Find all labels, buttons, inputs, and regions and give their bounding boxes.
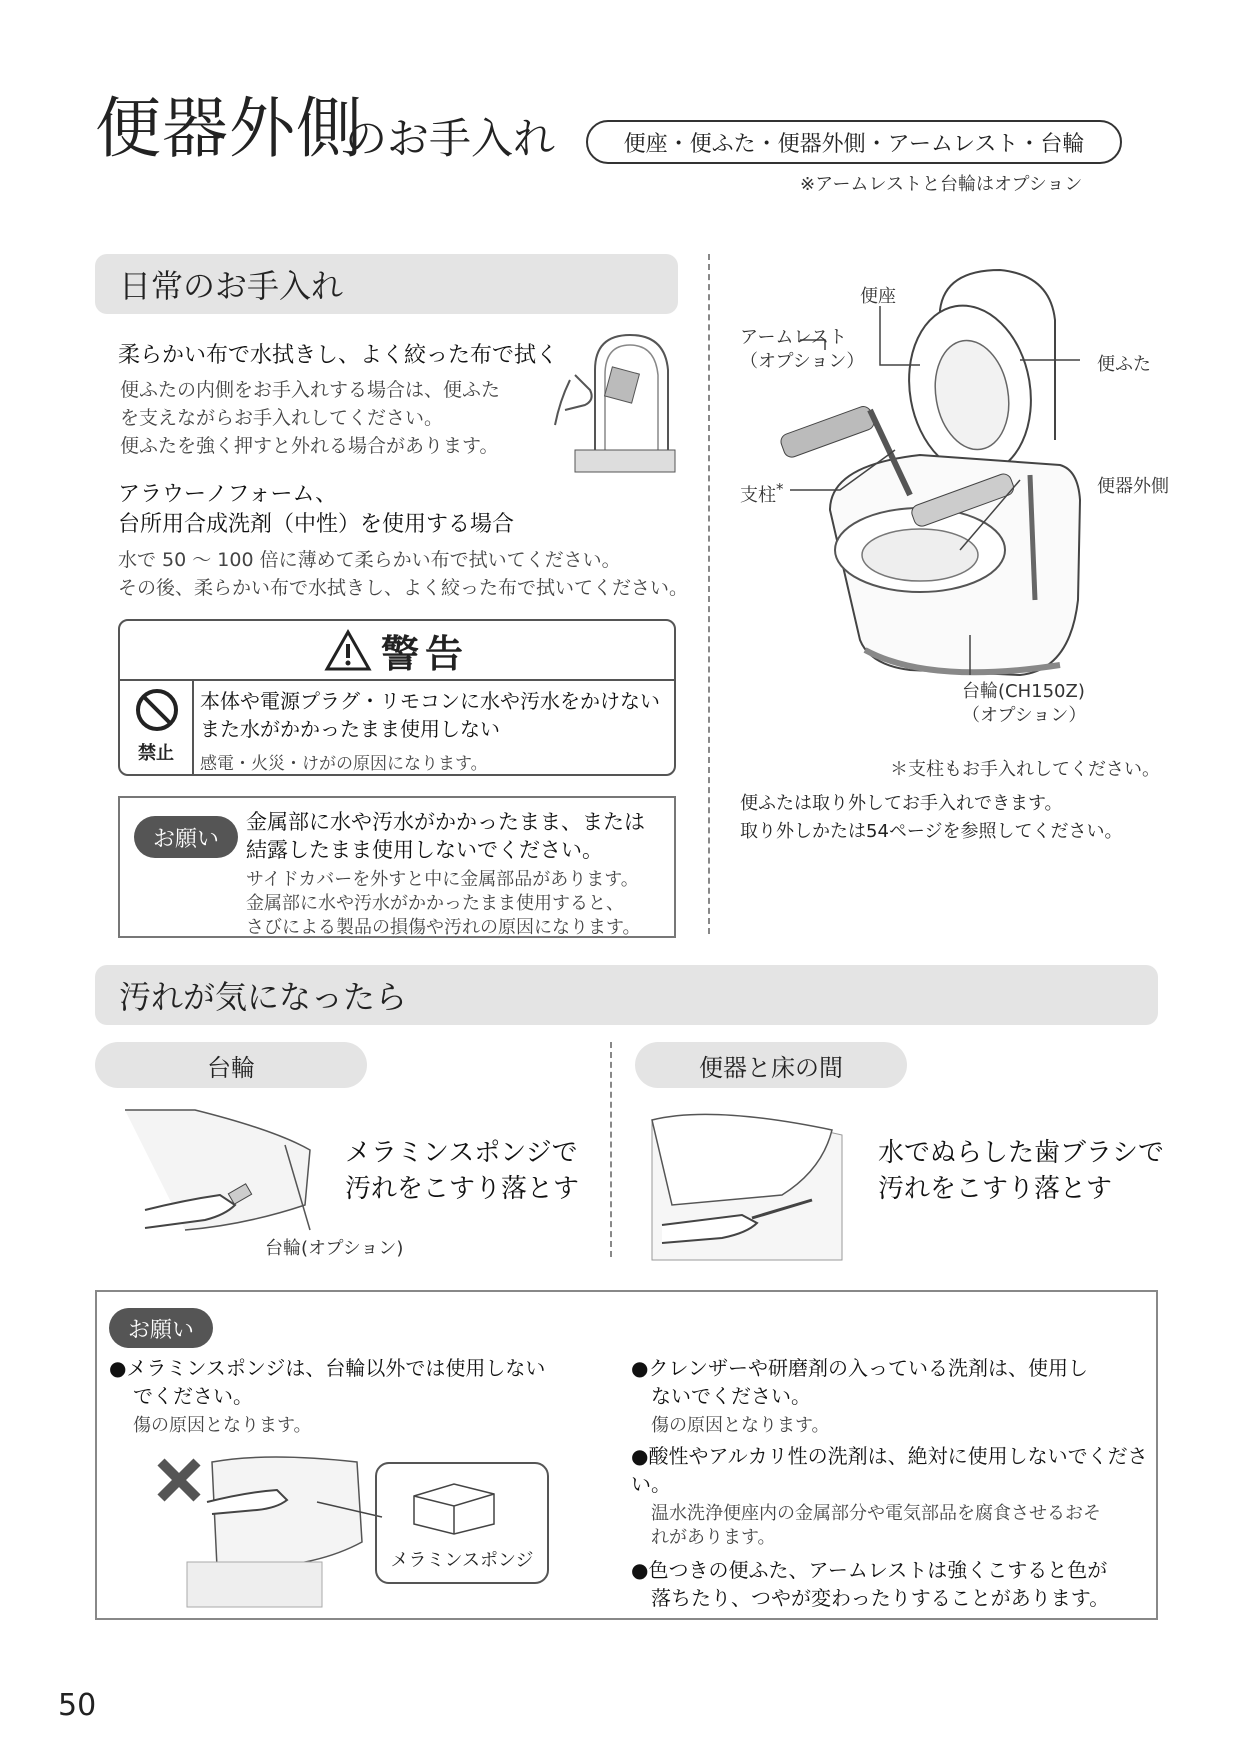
base-cleaning-illustration xyxy=(125,1110,305,1250)
request-sub: サイドカバーを外すと中に金属部品があります。 金属部に水や汚水がかかったまま使用すると、 さびによる製品の損傷や汚れの原因になります。 xyxy=(246,869,641,938)
label-lid: 便ふた xyxy=(1097,354,1151,375)
base-instruction: メラミンスポンジで 汚れをこすり落とす xyxy=(345,1138,580,1204)
request-badge-2: お願い xyxy=(109,1308,213,1348)
floor-instruction: 水でぬらした歯ブラシで 汚れをこすり落とす xyxy=(878,1138,1165,1204)
post-note: ＊支柱もお手入れしてください。 xyxy=(890,759,1160,780)
floor-cleaning-illustration xyxy=(652,1110,842,1260)
caution-melamine: ●メラミンスポンジは、台輪以外では使用しない でください。 xyxy=(109,1356,546,1408)
detergent-title: アラウーノフォーム、 台所用合成洗剤（中性）を使用する場合 xyxy=(118,482,515,537)
label-post: 支柱* xyxy=(740,480,784,506)
page-number: 50 xyxy=(58,1688,97,1723)
parts-pill: 便座・便ふた・便器外側・アームレスト・台輪 xyxy=(586,120,1122,164)
warning-sub: 感電・火災・けがの原因になります。 xyxy=(200,754,488,774)
prohibit-label: 禁止 xyxy=(138,743,174,764)
sponge-label: メラミンスポンジ xyxy=(390,1550,534,1571)
page-title: 便器外側 xyxy=(95,90,363,167)
warning-triangle-icon xyxy=(325,629,371,671)
label-outer: 便器外側 xyxy=(1097,476,1169,497)
lid-wipe-illustration xyxy=(550,330,680,480)
caution-color: ●色つきの便ふた、アームレストは強くこすると色が 落ちたり、つやが変わったりすることがあります。 xyxy=(631,1558,1110,1610)
column-divider xyxy=(708,254,710,934)
sponge-icon xyxy=(409,1476,509,1536)
request-box-metal xyxy=(118,796,676,938)
base-label: 台輪(オプション) xyxy=(265,1238,404,1259)
warning-box xyxy=(118,619,676,776)
dirty-divider xyxy=(610,1042,612,1257)
option-note: ※アームレストと台輪はオプション xyxy=(800,174,1083,195)
request-main: 金属部に水や汚水がかかったまま、または 結露したまま使用しないでください。 xyxy=(246,810,645,862)
pill-floor: 便器と床の間 xyxy=(635,1042,907,1088)
request-badge: お願い xyxy=(134,816,238,858)
caution-acid: ●酸性やアルカリ性の洗剤は、絶対に使用しないでください。 xyxy=(631,1444,1148,1496)
prohibit-cell xyxy=(120,679,194,774)
sponge-callout xyxy=(375,1462,549,1584)
cross-icon xyxy=(161,1462,197,1498)
section-heading-daily: 日常のお手入れ xyxy=(95,254,678,314)
caution-acid-sub: 温水洗浄便座内の金属部分や電気部品を腐食させるおそ れがあります。 xyxy=(651,1503,1101,1548)
warning-header xyxy=(120,621,674,681)
label-base: 台輪(CH150Z) （オプション） xyxy=(962,681,1087,726)
warning-main: 本体や電源プラグ・リモコンに水や汚水をかけない また水がかかったまま使用しない xyxy=(200,689,660,741)
prohibit-icon xyxy=(134,687,180,733)
caution-melamine-sub: 傷の原因となります。 xyxy=(133,1415,312,1436)
wipe-body: 便ふたの内側をお手入れする場合は、便ふた を支えながらお手入れしてください。 便ふたを強く押すと外れる場合があります。 xyxy=(120,379,501,457)
caution-right-list: ●クレンザーや研磨剤の入っている洗剤は、使用し ないでください。 傷の原因となります。 ●酸性やアルカリ性の洗剤は、絶対に使用しないでください。 温水洗浄便座内の金属部分や電気部品を腐食させるおそ れがあります。 ●色つきの便ふた、アームレストは強くこすると色が 落ちたり、つやが変わったりすることがあります。 xyxy=(631,1354,1151,1612)
detergent-body: 水で 50 ～ 100 倍に薄めて柔らかい布で拭いてください。 その後、柔らかい布で水拭きし、よく絞った布で拭いてください。 xyxy=(118,549,689,599)
wipe-title: 柔らかい布で水拭きし、よく絞った布で拭く xyxy=(118,343,559,368)
label-seat: 便座 xyxy=(860,286,896,307)
removal-note: 便ふたは取り外してお手入れできます。 取り外しかたは54ページを参照してください。 xyxy=(740,793,1123,842)
pill-base: 台輪 xyxy=(95,1042,367,1088)
page-title-suffix: のお手入れ xyxy=(345,114,556,163)
section-heading-dirty: 汚れが気になったら xyxy=(95,965,1158,1025)
warning-title: 警告 xyxy=(380,631,469,676)
request-box-cautions xyxy=(95,1290,1158,1620)
caution-cleanser: ●クレンザーや研磨剤の入っている洗剤は、使用し ないでください。 xyxy=(631,1356,1088,1408)
label-armrest: アームレスト （オプション） xyxy=(740,327,865,372)
